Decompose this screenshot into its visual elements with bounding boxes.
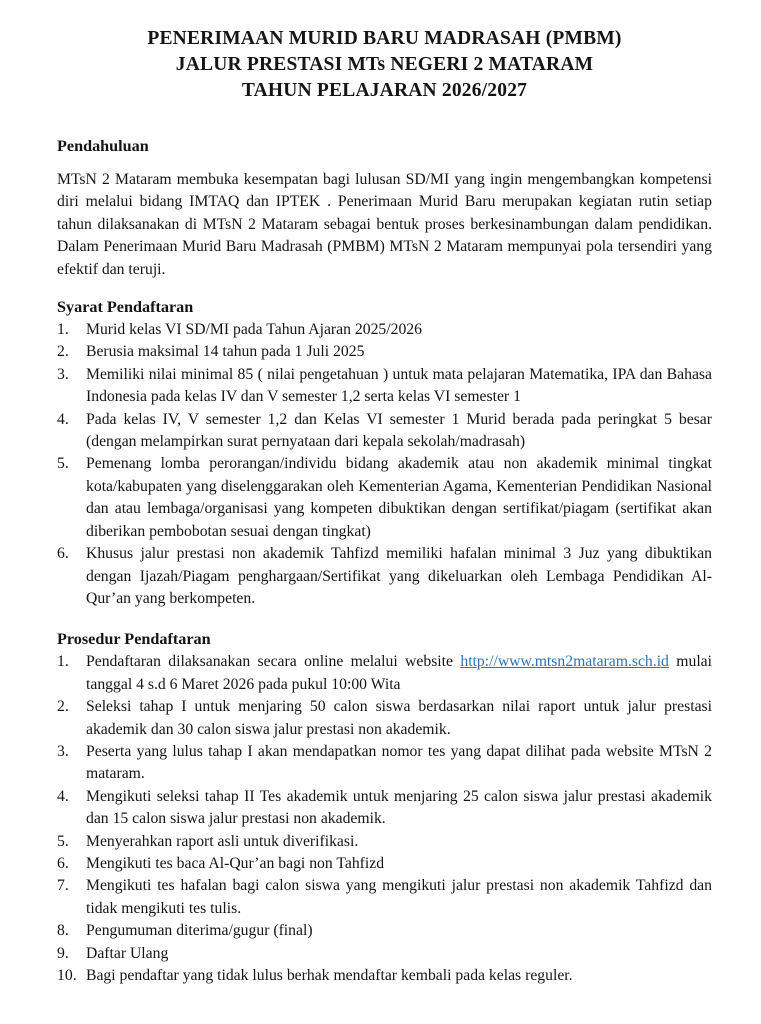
list-item-text: Khusus jalur prestasi non akademik Tahfizd memiliki hafalan minimal 3 Juz yang dibuktikan dengan Ijazah/Piagam penghargaan/Sertifikat yang dikeluarkan oleh Lembaga Pendidikan Al-Qur’an yang berkompeten. (86, 545, 712, 607)
list-item (57, 409, 712, 454)
list-item-number: 1. (57, 653, 69, 671)
list-item-text: Murid kelas VI SD/MI pada Tahun Ajaran 2025/2026 (86, 321, 422, 339)
title-line-1: PENERIMAAN MURID BARU MADRASAH (PMBM) (147, 28, 622, 49)
list-item-number: 5. (57, 455, 69, 473)
website-link[interactable]: http://www.mtsn2mataram.sch.id (460, 653, 669, 671)
list-item-text: Pemenang lomba perorangan/individu bidang akademik atau non akademik minimal tingkat kota/kabupaten yang diselenggarakan oleh Kementerian Agama, Kementerian Pendidikan Nasional dan atau lembaga/organisasi yang kompeten dibuktikan dengan sertifikat/piagam (sertifikat akan diberikan pembobotan sesuai dengan tingkat) (86, 455, 712, 540)
list-item (57, 543, 712, 610)
list-item-text: Pada kelas IV, V semester 1,2 dan Kelas VI semester 1 Murid berada pada peringkat 5 besar (dengan melampirkan surat pernyataan dari kepala sekolah/madrasah) (86, 410, 712, 451)
list-item (57, 319, 712, 341)
list-item (57, 651, 712, 696)
list-item (57, 965, 712, 987)
list-item-text: Peserta yang lulus tahap I akan mendapatkan nomor tes yang dapat dilihat pada website MTsN 2 mataram. (86, 742, 712, 783)
list-item-number: 9. (57, 944, 69, 962)
list-item-number: 4. (57, 787, 69, 805)
heading-syarat: Syarat Pendaftaran (57, 298, 194, 317)
list-item-text-post: mulai tanggal 4 s.d 6 Maret 2026 pada pukul 10:00 Wita (86, 653, 712, 693)
list-item-number: 3. (57, 742, 69, 760)
list-item (57, 853, 712, 875)
list-item-text: Daftar Ulang (86, 944, 169, 962)
list-item-text-pre: Pendaftaran dilaksanakan secara online melalui website (86, 653, 461, 671)
list-item (57, 920, 712, 942)
list-item-number: 4. (57, 410, 69, 428)
list-item (57, 453, 712, 543)
list-item (57, 943, 712, 965)
list-item-number: 2. (57, 343, 69, 361)
prosedur-list (57, 651, 712, 987)
heading-pendahuluan: Pendahuluan (57, 137, 149, 155)
list-item-text: Seleksi tahap I untuk menjaring 50 calon siswa berdasarkan nilai raport untuk jalur prestasi akademik dan 30 calon siswa jalur prestasi non akademik. (86, 698, 712, 738)
list-item-number: 6. (57, 854, 69, 872)
list-item-text: Pengumuman diterima/gugur (final) (86, 922, 313, 940)
list-item-text: Mengikuti tes baca Al-Qur’an bagi non Tahfizd (86, 854, 385, 872)
list-item (57, 696, 712, 741)
page-title (57, 26, 712, 104)
list-item-number: 10. (57, 967, 77, 984)
intro-paragraph: MTsN 2 Mataram membuka kesempatan bagi lulusan SD/MI yang ingin mengembangkan kompetensi diri melalui bidang IMTAQ dan IPTEK . Penerimaan Murid Baru merupakan kegiatan rutin setiap tahun dilaksanakan di MTsN 2 Mataram sebagai bentuk proses berkesinambungan dalam pendidikan. Dalam Penerimaan Murid Baru Madrasah (PMBM) MTsN 2 Mataram mempunyai pola tersendiri yang efektif dan teruji. (57, 171, 712, 278)
syarat-list (57, 319, 712, 610)
section-prosedur (57, 628, 712, 987)
heading-prosedur: Prosedur Pendaftaran (57, 630, 211, 649)
list-item-text: Memiliki nilai minimal 85 ( nilai pengetahuan ) untuk mata pelajaran Matematika, IPA dan Bahasa Indonesia pada kelas IV dan V semester 1,2 serta kelas VI semester 1 (86, 365, 712, 406)
list-item (57, 786, 712, 831)
list-item-text: Mengikuti tes hafalan bagi calon siswa yang mengikuti jalur prestasi non akademik Tahfizd dan tidak mengikuti tes tulis. (86, 877, 712, 917)
list-item-number: 1. (57, 321, 69, 339)
list-item-number: 2. (57, 698, 69, 716)
list-item (57, 341, 712, 363)
list-item-number: 3. (57, 365, 69, 383)
list-item-text: Bagi pendaftar yang tidak lulus berhak mendaftar kembali pada kelas reguler. (86, 967, 573, 984)
list-item-number: 8. (57, 922, 69, 940)
list-item-text (86, 653, 712, 692)
list-item (57, 741, 712, 786)
list-item-number: 5. (57, 832, 69, 850)
list-item-text: Menyerahkan raport asli untuk diverifikasi. (86, 832, 359, 850)
title-line-2: JALUR PRESTASI MTs NEGERI 2 MATARAM (175, 54, 594, 75)
list-item-text: Mengikuti seleksi tahap II Tes akademik untuk menjaring 25 calon siswa jalur prestasi akademik dan 15 calon siswa jalur prestasi non akademik. (86, 787, 712, 828)
list-item-number: 7. (57, 877, 69, 895)
list-item (57, 875, 712, 920)
section-pendahuluan (57, 135, 712, 281)
list-item (57, 364, 712, 409)
list-item-text: Berusia maksimal 14 tahun pada 1 Juli 2025 (86, 343, 365, 361)
title-line-3: TAHUN PELAJARAN 2026/2027 (241, 80, 528, 101)
list-item-number: 6. (57, 545, 69, 563)
list-item (57, 831, 712, 853)
section-syarat (57, 296, 712, 610)
